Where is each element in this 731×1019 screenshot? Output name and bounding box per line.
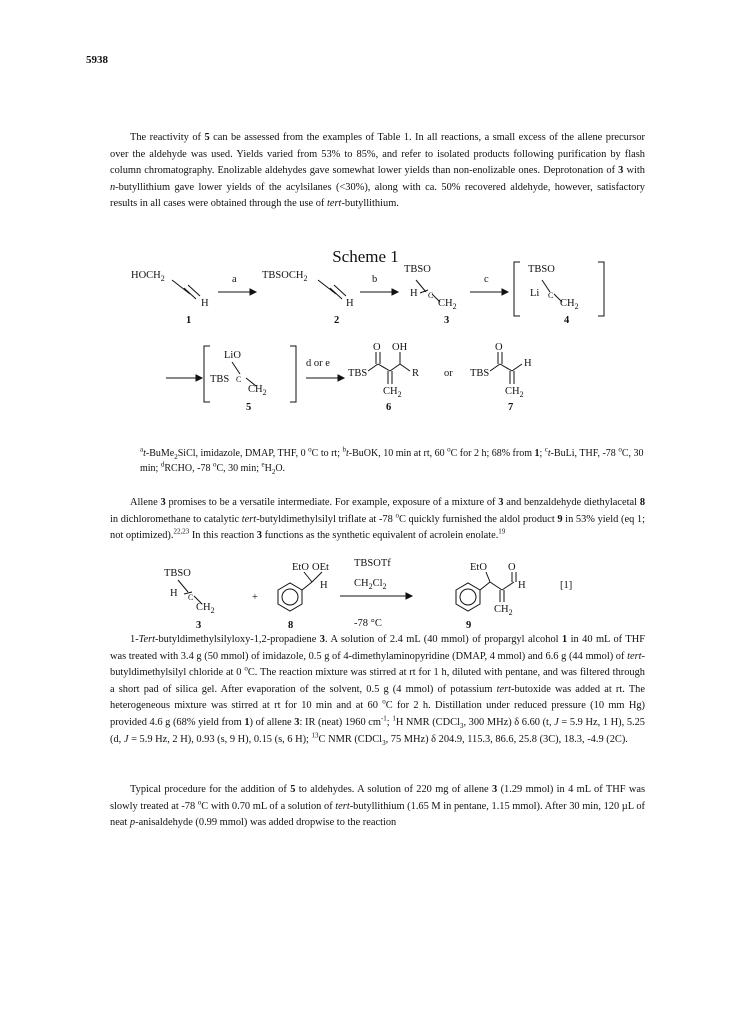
equation-label: [1] [560, 580, 573, 591]
equation-1-diagram [0, 548, 731, 638]
text-run: tert [241, 513, 257, 525]
arrow-c-label: c [484, 274, 489, 285]
text-run: 1 [244, 716, 250, 728]
compound-3-number: 3 [444, 315, 450, 326]
text-run: -butyllithium (1.65 M in pentane, 1.15 mmol). After 30 min, 120 µL of neat [110, 800, 646, 829]
text-run: C with 0.70 mL of a solution of [201, 800, 336, 812]
text-run: -butyldimethylsilyloxy-1,2-propadiene [155, 634, 320, 645]
solvent-label: $CH_2Cl_2$ [354, 578, 387, 591]
text-run: = 5.9 Hz, 1 H), 5.25 (d, [110, 716, 646, 745]
compound-4-tbso: TBSO [528, 264, 555, 275]
eq-compound-8-oet: OEt [312, 562, 329, 573]
arrow-a-label: a [232, 274, 237, 285]
scheme-title: Scheme 1 [332, 247, 399, 266]
text-run: H [264, 463, 272, 474]
arrow-d-or-e-label: d or e [306, 358, 330, 369]
compound-6-number: 6 [386, 402, 392, 413]
text-run: C, 30 min; [140, 448, 644, 474]
text-run: o [382, 697, 386, 706]
or-label: or [444, 368, 453, 379]
text-run: in dichloromethane to catalytic [110, 513, 242, 525]
compound-1-formula: $HOCH_2$ [131, 270, 165, 283]
text-run: 2 [271, 468, 276, 476]
text-run: C. The reaction mixture was stirred at rt for 1 h, diluted with pentane, and was filtered through a short pad of silica gel. After evaporation of the solvent, 0.5 g (4 mmol) of potassium [110, 667, 646, 695]
compound-1-h: H [201, 298, 209, 309]
text-run: 3 [256, 530, 262, 542]
text-run: d [160, 460, 165, 469]
temperature-label: -78 °C [354, 618, 382, 629]
text-run: t [143, 448, 146, 459]
text-run: in 40 mL of THF was treated with 3.4 g (50 mmol) of imidazole, 0.5 g of 4-dimethylaminopyridine (DMAP, 4 mmol) and 6.6 g (44 mmol) of [110, 634, 645, 662]
text-run: o [447, 445, 451, 454]
text-run: 13 [311, 731, 319, 740]
eq-compound-3-ch2: $CH_2$ [196, 602, 215, 615]
text-run: 3 [498, 497, 504, 508]
text-run: o [197, 798, 202, 807]
compound-5-tbs: TBS [210, 374, 230, 385]
text-run: 1 [534, 448, 540, 459]
plus-sign: + [252, 592, 258, 603]
text-run: ; [539, 448, 545, 459]
text-run: ; [386, 716, 393, 728]
text-run: Allene [130, 497, 161, 508]
text-run: o [395, 511, 399, 520]
eq-compound-3-number: 3 [196, 620, 202, 631]
text-run: H NMR (CDCl [395, 716, 460, 728]
eq-compound-9-h: H [518, 580, 526, 591]
compound-6-r: R [412, 368, 420, 379]
compound-2-number: 2 [334, 315, 340, 326]
text-run: , 300 MHz) δ 6.60 (t, [463, 716, 555, 728]
compound-6-ch2: $CH_2$ [383, 386, 402, 399]
text-run: -anisaldehyde (0.99 mmol) was added dropwise to the reaction [135, 817, 397, 829]
text-run: b [342, 445, 346, 454]
text-run: o [212, 460, 217, 469]
text-run: C to rt; [311, 448, 343, 459]
text-run: O. [275, 463, 286, 474]
text-run: -butyllithium gave lower yields of the acylsilanes (<30%), along with ca. 50% recovered aldehyde, however, satisfactory results in all cases were obtained through the use of [110, 181, 645, 210]
text-run: t [346, 448, 349, 459]
text-run: 3 [492, 784, 498, 795]
text-run: Typical procedure for the addition of [130, 784, 291, 795]
text-run: n [110, 181, 116, 193]
text-run: : IR (neat) 1960 cm [299, 716, 381, 728]
eq-compound-3-tbso: TBSO [164, 568, 191, 579]
text-run: RCHO, -78 [164, 463, 213, 474]
text-run: C quickly furnished the aldol product [398, 513, 558, 525]
text-run: , 75 MHz) δ 204.9, 115.3, 86.6, 25.8 (3C), 18.3, -4.9 (2C). [385, 733, 628, 745]
allene-paragraph [110, 495, 645, 545]
text-run: C NMR (CDCl [318, 733, 383, 745]
text-run: C for 2 h; 68% from [450, 448, 535, 459]
text-run: a [140, 445, 144, 454]
compound-4-ch2: $CH_2$ [560, 298, 579, 311]
text-run: 22,23 [173, 527, 190, 536]
text-run: t [547, 448, 551, 459]
text-run: (1.29 mmol) in 4 mL of THF was slowly treated at -78 [110, 784, 645, 812]
text-run: 1 [392, 714, 396, 723]
text-run: 3 [382, 738, 386, 747]
compound-4-c: C [548, 291, 554, 300]
eq-compound-3-c: C [188, 593, 194, 602]
text-run: J [554, 716, 559, 728]
text-run: 19 [498, 527, 506, 536]
text-run: e [261, 460, 265, 469]
text-run: 2 [174, 453, 178, 461]
eq-compound-8-h: H [320, 580, 328, 591]
compound-5-ch2: $CH_2$ [248, 384, 267, 397]
compound-3-c: C [428, 291, 434, 300]
text-run: 3 [459, 722, 464, 731]
text-run: o [244, 664, 248, 673]
eq-compound-9-o: O [508, 562, 516, 573]
text-run: 9 [557, 513, 563, 525]
text-run: . A solution of 2.4 mL (40 mmol) of propargyl alcohol [325, 634, 562, 645]
compound-7-ch2: $CH_2$ [505, 386, 524, 399]
text-run: and benzaldehyde diethylacetal [503, 497, 640, 508]
text-run: c [544, 445, 548, 454]
text-run: C, 30 min; [216, 463, 262, 474]
text-run: C for 2 h. Distillation under reduced pressure (10 mm Hg) provided 4.6 g (68% yield from [110, 700, 645, 728]
compound-7-tbs: TBS [470, 368, 490, 379]
text-run: tert [327, 198, 342, 210]
text-run: with [623, 165, 645, 177]
text-run: to aldehydes. A solution of 220 mg of allene [295, 784, 493, 795]
compound-6-tbs: TBS [348, 368, 368, 379]
text-run: o [618, 445, 622, 454]
text-run: 8 [639, 497, 646, 508]
text-run: J [123, 733, 129, 745]
compound-3-tbso: TBSO [404, 264, 431, 275]
compound-7-h: H [524, 358, 532, 369]
compound-3-h: H [410, 288, 418, 299]
text-run: 1 [561, 634, 568, 645]
text-run: 3 [618, 165, 624, 177]
eq-compound-3-h: H [170, 588, 178, 599]
eq-compound-8-eto: EtO [292, 562, 309, 573]
text-run: 5 [290, 784, 296, 795]
compound-1-number: 1 [186, 315, 192, 326]
compound-5-lio: LiO [224, 350, 241, 361]
compound-7-o: O [495, 342, 503, 353]
page-number: 5938 [86, 54, 108, 66]
compound-6-o: O [373, 342, 381, 353]
compound-2-h: H [346, 298, 354, 309]
compound-5-c: C [236, 375, 242, 384]
compound-4-li: Li [530, 288, 540, 299]
scheme-1-diagram [0, 0, 731, 445]
text-run: The reactivity of [130, 132, 205, 143]
text-run: 5 [204, 132, 210, 143]
text-run: can be assessed from the examples of Table 1. In all reactions, a small excess of the allene precursor over the aldehyde was used. Yields varied from 53% to 85%, and refer to isolated products following purification by flash column chromatography. Enolizable aldehydes gave somewhat lower yields than non-enolizable ones. Deprotonation of [110, 132, 645, 177]
text-run: -butoxide was added at rt. The heterogeneous mixture was stirred at rt for 10 min and at 60 [110, 683, 645, 712]
text-run: 3 [160, 497, 166, 508]
text-run: tert [627, 650, 642, 662]
eq-compound-9-number: 9 [466, 620, 472, 631]
text-run: ) of allene [249, 716, 295, 728]
text-run: promises to be a versatile intermediate. For example, exposure of a mixture of [165, 497, 499, 508]
text-run: in 53% yield (eq 1; not optimized). [110, 513, 645, 542]
text-run: o [308, 445, 312, 454]
compound-5-number: 5 [246, 402, 252, 413]
text-run: tert [335, 800, 350, 812]
text-run: -1 [380, 714, 387, 723]
typical-procedure-paragraph [110, 782, 645, 832]
text-run: -butyldimethylsilyl triflate at -78 [256, 513, 396, 525]
text-run: p [129, 817, 136, 829]
eq-compound-8-number: 8 [288, 620, 294, 631]
text-run: SiCl, imidazole, DMAP, THF, 0 [177, 448, 309, 459]
text-run: tert [496, 683, 512, 695]
text-run: 3 [319, 634, 325, 645]
text-run: 3 [294, 716, 300, 728]
text-run: functions as the synthetic equivalent of acrolein enolate. [261, 530, 499, 542]
text-run: -BuLi, THF, -78 [550, 448, 619, 459]
compound-3-ch2: $CH_2$ [438, 298, 457, 311]
text-run: Tert [138, 634, 156, 645]
eq-compound-9-ch2: $CH_2$ [494, 604, 513, 617]
compound-4-number: 4 [564, 315, 570, 326]
compound-6-oh: OH [392, 342, 408, 353]
text-run: -BuMe [145, 448, 175, 459]
compound-2-formula: $TBSOCH_2$ [262, 270, 308, 283]
text-run: -butyllithium. [341, 198, 399, 210]
scheme-footnote [140, 446, 660, 476]
text-run: -butyldimethylsilyl chloride at 0 [110, 650, 645, 679]
reagent-label: TBSOTf [354, 558, 391, 569]
text-run: 1- [130, 634, 139, 645]
allene-synthesis-paragraph [110, 632, 645, 748]
text-run: -BuOK, 10 min at rt, 60 [348, 448, 448, 459]
compound-7-number: 7 [508, 402, 514, 413]
arrow-b-label: b [372, 274, 378, 285]
text-run: = 5.9 Hz, 2 H), 0.93 (s, 9 H), 0.15 (s, 6 H); [128, 733, 312, 745]
text-run: In this reaction [189, 530, 257, 542]
eq-compound-9-eto: EtO [470, 562, 487, 573]
